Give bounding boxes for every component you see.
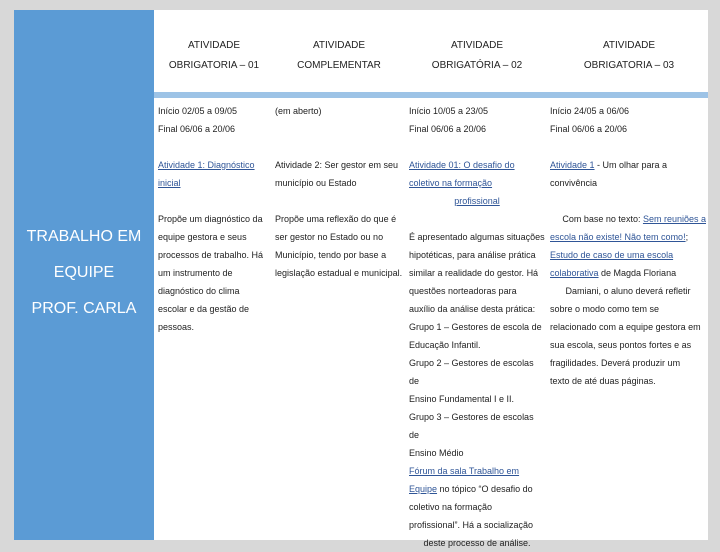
- text-link-reunioes[interactable]: Sem reuniões a: [642, 214, 706, 224]
- activity1-block: Atividade 1: Diagnóstico inicial Propõe um diagnóstico da equipe gestora e seus processos de trabalho. Há um instrumento de diagnóstico do clima escolar e da gestão de pessoas.: [158, 156, 270, 336]
- activity3-title-link[interactable]: Atividade 1: [550, 160, 595, 170]
- left-title-line2: EQUIPE: [53, 264, 115, 281]
- header-col3: ATIVIDADE OBRIGATÓRIA – 02: [431, 40, 523, 71]
- header-col4: ATIVIDADE OBRIGATORIA – 03: [583, 40, 675, 71]
- activity-complementary-block: Atividade 2: Ser gestor em seu município ou Estado Propõe uma reflexão do que é ser gestor no Estado ou no Município, tendo por base a legislação estadual e municipal.: [275, 160, 403, 278]
- activity-table: [154, 10, 708, 548]
- dates-col4: Início 24/05 a 06/06 Final 06/06 a 20/06: [550, 106, 630, 134]
- header-col1: ATIVIDADE OBRIGATORIA – 01: [168, 40, 260, 71]
- case-study-link[interactable]: Estudo de caso de uma escola: [550, 250, 674, 260]
- dates-col3: Início 10/05 a 23/05 Final 06/06 a 20/06: [409, 106, 489, 134]
- case-study-link-cont[interactable]: colaborativa: [550, 268, 599, 278]
- dates-col2: (em aberto): [275, 106, 322, 116]
- left-title-line1: TRABALHO EM: [26, 228, 142, 245]
- forum-link[interactable]: Fórum da sala Trabalho em: [409, 466, 520, 476]
- left-title-line3: PROF. CARLA: [31, 300, 137, 317]
- activity3-block: Atividade 1 - Um olhar para a convivência Com base no texto: Sem reuniões a escola não existe! Não tem como!; Estudo de caso de uma escola colaborativa de Magda Floriana Damiani, o aluno deverá refletir sobre o modo como tem se relacionado com a equipe gestora em sua escola, seus pontos fortes e as fragilidades. Deverá produzir um texto de até duas páginas.: [550, 160, 706, 386]
- forum-link-cont[interactable]: Equipe: [409, 484, 438, 494]
- activity2-title-link-end[interactable]: profissional: [454, 196, 500, 206]
- activity2-block: Atividade 01: O desafio do coletivo na formação profissional É apresentado algumas situações hipotéticas, para análise prática similar a realidade do gestor. Há questões norteadoras para auxílio da análise desta prática: Grupo 1 – Gestores de escola de Educação Infantil. Grupo 2 – Gestores de escolas de Ensino Fundamental I e II. Grupo 3 – Gestores de escolas de Ensino Médio Fórum da sala Trabalho em Equipe no tópico “O desafio do coletivo na formação profissional”. Há a socialização deste processo de análise.: [409, 156, 545, 552]
- header-divider: [154, 92, 708, 98]
- activity1-title-link-cont[interactable]: inicial: [158, 178, 181, 188]
- text-link-escola[interactable]: escola não existe! Não tem como!: [550, 232, 686, 242]
- dates-col1: Início 02/05 a 09/05 Final 06/06 a 20/06: [158, 106, 238, 134]
- activity2-title-link[interactable]: Atividade 01: O desafio do: [409, 160, 515, 170]
- header-col2: ATIVIDADE COMPLEMENTAR: [297, 40, 381, 71]
- activity1-title-link[interactable]: Atividade 1: Diagnóstico: [158, 160, 255, 170]
- activity2-title-link-cont[interactable]: coletivo na formação: [409, 178, 493, 188]
